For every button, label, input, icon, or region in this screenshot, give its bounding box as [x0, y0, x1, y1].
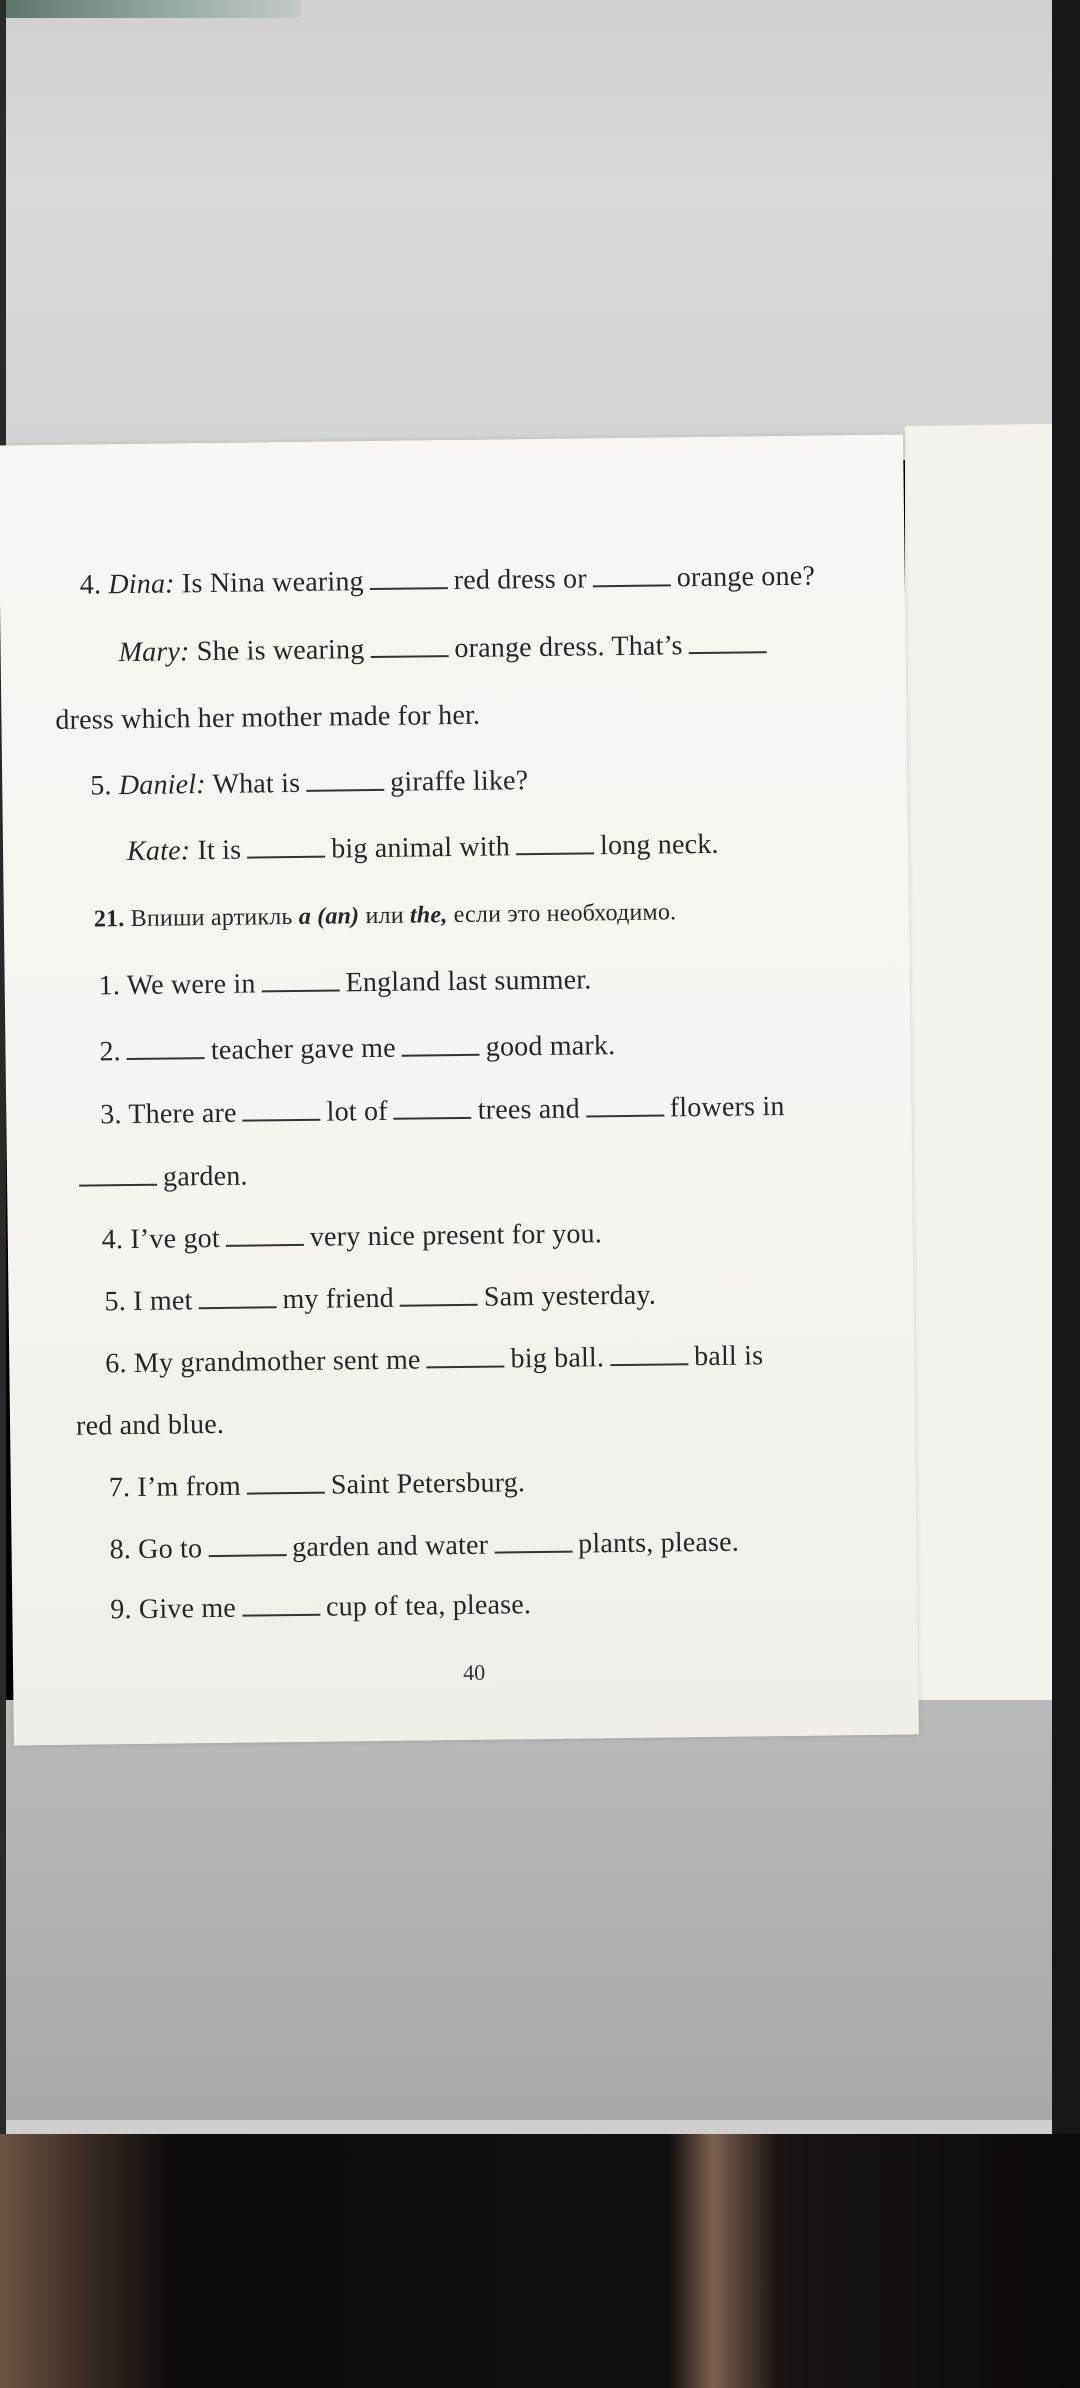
answer-blank [516, 851, 594, 855]
top-edge-object [0, 0, 300, 18]
ex21-item-8: 8. Go to garden and water plants, please. [109, 1526, 740, 1566]
table-surface [0, 1700, 1080, 2140]
answer-blank [402, 1053, 480, 1057]
answer-blank [371, 654, 449, 658]
answer-blank [586, 1113, 664, 1117]
answer-blank [127, 1056, 205, 1060]
answer-blank [610, 1362, 688, 1366]
answer-blank [79, 1183, 157, 1187]
right-edge [1052, 0, 1080, 2134]
ex20-item5-line1: 5. Daniel: What is giraffe like? [90, 765, 529, 802]
ex20-item4-line1: 4. Dina: Is Nina wearing red dress or orange one? [79, 560, 816, 601]
ex21-item-9: 9. Give me cup of tea, please. [110, 1589, 532, 1626]
legs-shadow [0, 2134, 1080, 2388]
answer-blank [247, 1491, 325, 1495]
ex20-item5-line2: Kate: It is big animal with long neck. [126, 828, 719, 868]
answer-blank [208, 1553, 286, 1557]
ex21-item-5: 5. I met my friend Sam yesterday. [104, 1279, 657, 1318]
answer-blank [689, 650, 767, 654]
answer-blank [400, 1303, 478, 1307]
ex20-item4-line2: Mary: She is wearing orange dress. That’s [118, 629, 772, 669]
ex21-item-6-line2: red and blue. [75, 1408, 225, 1442]
page-number: 40 [462, 1659, 486, 1685]
workbook-page [0, 435, 919, 1746]
answer-blank [199, 1305, 277, 1309]
ex20-item4-line3: dress which her mother made for her. [55, 699, 481, 736]
ex21-item-6-line1: 6. My grandmother sent me big ball. ball is [105, 1340, 764, 1380]
answer-blank [593, 583, 671, 587]
answer-blank [243, 1118, 321, 1122]
ex21-heading: 21. Впиши артикль a (an) или the, если это необходимо. [93, 899, 677, 933]
table-edge [0, 2120, 1080, 2134]
answer-blank [242, 1613, 320, 1617]
ex21-item-4: 4. I’ve got very nice present for you. [101, 1218, 603, 1256]
ex21-item-3-line1: 3. There are lot of trees and flowers in [100, 1091, 785, 1131]
answer-blank [370, 586, 448, 590]
ex21-item-2: 2. teacher gave me good mark. [99, 1030, 616, 1068]
ex21-item-1: 1. We were in England last summer. [98, 964, 592, 1002]
ex21-item-3-line2: garden. [73, 1161, 248, 1195]
answer-blank [306, 788, 384, 792]
answer-blank [494, 1550, 572, 1554]
facing-page [905, 424, 1055, 1797]
answer-blank [247, 855, 325, 859]
answer-blank [226, 1243, 304, 1247]
answer-blank [394, 1116, 472, 1120]
wall-background [0, 0, 1080, 460]
ex21-item-7: 7. I’m from Saint Petersburg. [108, 1467, 526, 1504]
answer-blank [262, 988, 340, 992]
answer-blank [427, 1364, 505, 1368]
